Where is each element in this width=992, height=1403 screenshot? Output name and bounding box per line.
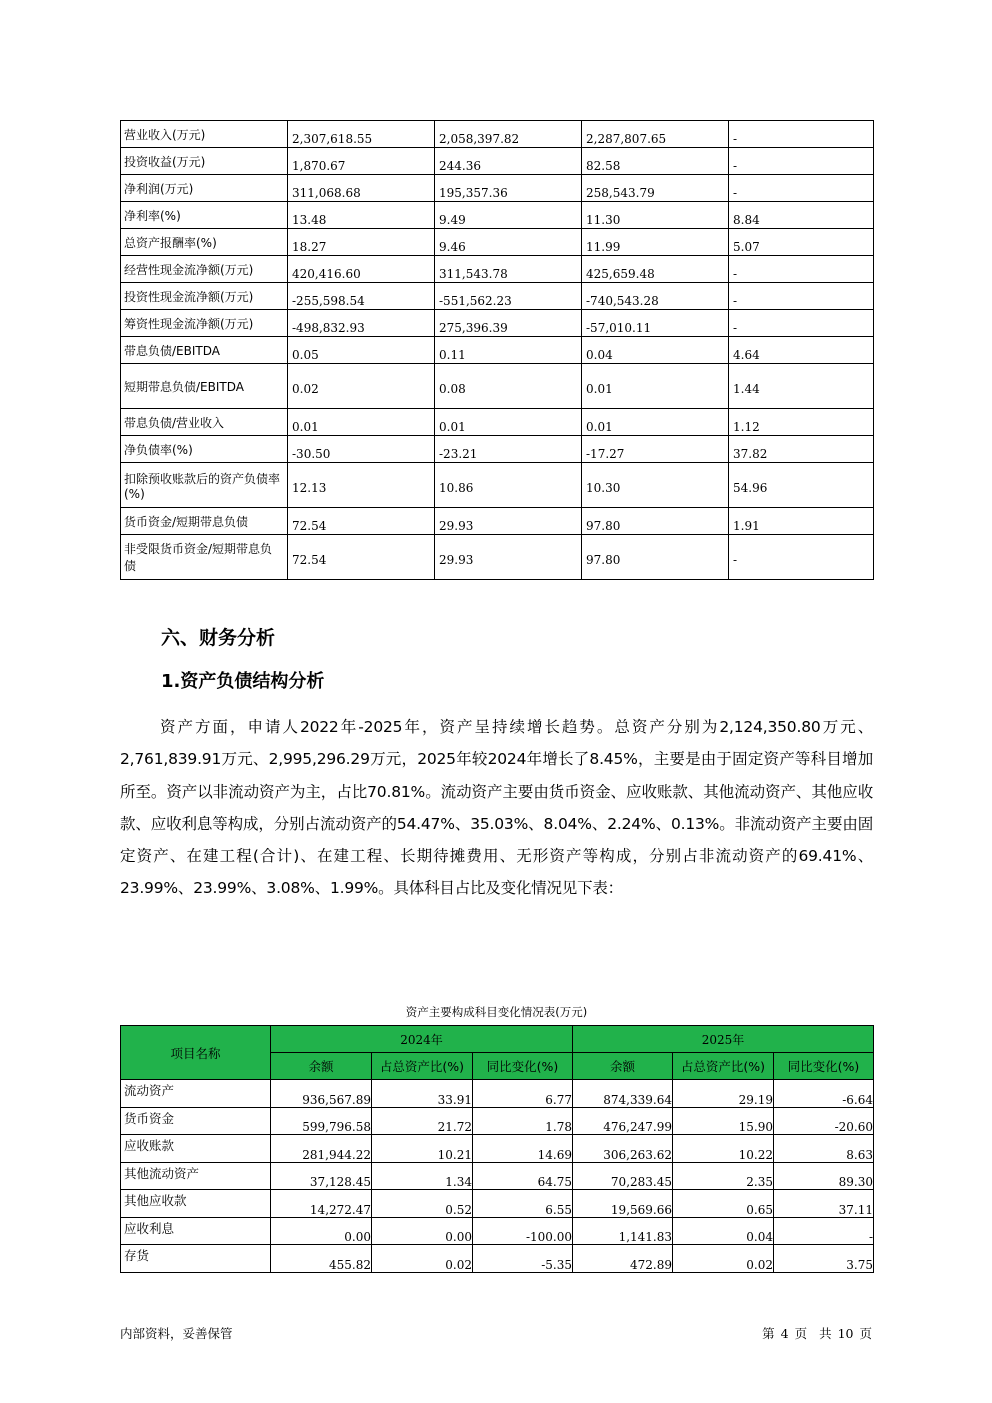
asset-item-name: 其他流动资产: [121, 1162, 271, 1190]
metric-value: 54.96: [729, 463, 874, 508]
metric-value: -: [729, 121, 874, 148]
table-row: [121, 256, 874, 283]
asset-value: 0.02: [372, 1245, 473, 1273]
header-change: 同比变化(%): [473, 1053, 573, 1080]
asset-value: 874,339.64: [573, 1080, 673, 1108]
metric-label: 短期带息负债/EBITDA: [121, 364, 288, 409]
metric-value: -255,598.54: [288, 283, 435, 310]
asset-value: 472.89: [573, 1245, 673, 1273]
metric-value: 4.64: [729, 337, 874, 364]
table-row: [121, 1107, 874, 1135]
metric-value: -: [729, 310, 874, 337]
asset-value: 6.55: [473, 1190, 573, 1218]
metric-value: -: [729, 535, 874, 580]
asset-value: 476,247.99: [573, 1107, 673, 1135]
metric-value: 9.49: [435, 202, 582, 229]
metric-label: 净利率(%): [121, 202, 288, 229]
total-suffix: 页: [859, 1326, 872, 1341]
table-caption: 资产主要构成科目变化情况表(万元): [405, 1005, 588, 1019]
asset-value: 0.52: [372, 1190, 473, 1218]
asset-value: 6.77: [473, 1080, 573, 1108]
metric-value: 258,543.79: [582, 175, 729, 202]
metric-value: 2,287,807.65: [582, 121, 729, 148]
metric-value: 11.30: [582, 202, 729, 229]
asset-value: 64.75: [473, 1162, 573, 1190]
metric-value: -: [729, 256, 874, 283]
metric-label: 净利润(万元): [121, 175, 288, 202]
table-row: [121, 121, 874, 148]
table-row: [121, 337, 874, 364]
asset-value: 0.04: [673, 1217, 774, 1245]
asset-value: 1,141.83: [573, 1217, 673, 1245]
table-row: [121, 463, 874, 508]
table-row: [121, 202, 874, 229]
asset-value: 14.69: [473, 1135, 573, 1163]
asset-value: 936,567.89: [271, 1080, 372, 1108]
asset-value: 599,796.58: [271, 1107, 372, 1135]
table-row: [121, 148, 874, 175]
asset-value: -5.35: [473, 1245, 573, 1273]
header-amount: 余额: [573, 1053, 673, 1080]
table-row: [121, 229, 874, 256]
page-prefix: 第: [762, 1326, 775, 1341]
metric-value: 97.80: [582, 535, 729, 580]
metric-value: 1.44: [729, 364, 874, 409]
metric-label: 带息负债/营业收入: [121, 409, 288, 436]
table-row: [121, 535, 874, 580]
metric-value: -57,010.11: [582, 310, 729, 337]
header-item-name: 项目名称: [121, 1026, 271, 1080]
metric-value: 72.54: [288, 535, 435, 580]
asset-value: 33.91: [372, 1080, 473, 1108]
asset-value: 0.65: [673, 1190, 774, 1218]
metric-label: 净负债率(%): [121, 436, 288, 463]
metric-value: -498,832.93: [288, 310, 435, 337]
metric-value: 29.93: [435, 535, 582, 580]
metric-value: 0.01: [435, 409, 582, 436]
table-row: [121, 283, 874, 310]
table-row: [121, 364, 874, 409]
metric-value: 18.27: [288, 229, 435, 256]
metric-value: -740,543.28: [582, 283, 729, 310]
metric-label: 投资性现金流净额(万元): [121, 283, 288, 310]
table-row: [121, 1162, 874, 1190]
metric-value: -23.21: [435, 436, 582, 463]
metric-label: 非受限货币资金/短期带息负债: [121, 535, 288, 580]
metric-value: 10.86: [435, 463, 582, 508]
asset-value: -20.60: [774, 1107, 874, 1135]
footer-page-number: [762, 1324, 872, 1342]
metric-value: 0.11: [435, 337, 582, 364]
asset-value: 281,944.22: [271, 1135, 372, 1163]
asset-item-name: 货币资金: [121, 1107, 271, 1135]
metric-value: -: [729, 148, 874, 175]
metric-value: 10.30: [582, 463, 729, 508]
metric-value: 0.08: [435, 364, 582, 409]
asset-value: 8.63: [774, 1135, 874, 1163]
asset-value: 21.72: [372, 1107, 473, 1135]
metric-label: 带息负债/EBITDA: [121, 337, 288, 364]
asset-value: 3.75: [774, 1245, 874, 1273]
metric-value: 9.46: [435, 229, 582, 256]
asset-item-name: 其他应收款: [121, 1190, 271, 1218]
metric-value: 8.84: [729, 202, 874, 229]
table-row: [121, 310, 874, 337]
metric-value: 420,416.60: [288, 256, 435, 283]
asset-item-name: 流动资产: [121, 1080, 271, 1108]
asset-value: 10.21: [372, 1135, 473, 1163]
asset-value: 306,263.62: [573, 1135, 673, 1163]
metric-label: 扣除预收账款后的资产负债率(%): [121, 463, 288, 508]
asset-value: 455.82: [271, 1245, 372, 1273]
metric-value: 72.54: [288, 508, 435, 535]
metric-value: -551,562.23: [435, 283, 582, 310]
page-num: 4: [780, 1326, 789, 1341]
table-row: [121, 1245, 874, 1273]
metric-label: 货币资金/短期带息负债: [121, 508, 288, 535]
header-amount: 余额: [271, 1053, 372, 1080]
asset-value: 89.30: [774, 1162, 874, 1190]
metric-value: 0.05: [288, 337, 435, 364]
table-row: [121, 175, 874, 202]
asset-value: -100.00: [473, 1217, 573, 1245]
asset-value: 15.90: [673, 1107, 774, 1135]
asset-value: 0.02: [673, 1245, 774, 1273]
table-row: [121, 1217, 874, 1245]
metric-value: 244.36: [435, 148, 582, 175]
metric-value: 195,357.36: [435, 175, 582, 202]
header-year-2025: 2025年: [573, 1026, 874, 1053]
asset-value: -6.64: [774, 1080, 874, 1108]
asset-value: 0.00: [271, 1217, 372, 1245]
asset-item-name: 应收账款: [121, 1135, 271, 1163]
asset-value: 70,283.45: [573, 1162, 673, 1190]
metric-value: 0.01: [582, 409, 729, 436]
metrics-table-body: [121, 121, 874, 580]
metric-value: 11.99: [582, 229, 729, 256]
asset-structure-table: [120, 1025, 874, 1273]
asset-value: 19,569.66: [573, 1190, 673, 1218]
metric-value: 5.07: [729, 229, 874, 256]
metric-value: -: [729, 283, 874, 310]
metric-value: 0.04: [582, 337, 729, 364]
table-row: [121, 1135, 874, 1163]
metric-value: 1.12: [729, 409, 874, 436]
header-share: 占总资产比(%): [372, 1053, 473, 1080]
asset-item-name: 存货: [121, 1245, 271, 1273]
metric-label: 营业收入(万元): [121, 121, 288, 148]
asset-value: 1.78: [473, 1107, 573, 1135]
metric-value: 2,058,397.82: [435, 121, 582, 148]
asset-value: 29.19: [673, 1080, 774, 1108]
metric-value: -: [729, 175, 874, 202]
metric-label: 筹资性现金流净额(万元): [121, 310, 288, 337]
metric-value: 29.93: [435, 508, 582, 535]
subsection-heading: 1.资产负债结构分析: [161, 671, 325, 692]
financial-metrics-table: [120, 120, 874, 580]
metric-value: 12.13: [288, 463, 435, 508]
metric-value: 0.01: [582, 364, 729, 409]
asset-value: 0.00: [372, 1217, 473, 1245]
asset-value: 37,128.45: [271, 1162, 372, 1190]
asset-value: 37.11: [774, 1190, 874, 1218]
asset-value: 10.22: [673, 1135, 774, 1163]
metric-value: 311,543.78: [435, 256, 582, 283]
metric-label: 投资收益(万元): [121, 148, 288, 175]
table-row: [121, 409, 874, 436]
metric-value: 425,659.48: [582, 256, 729, 283]
footer-confidential-note: 内部资料，妥善保管: [120, 1326, 233, 1341]
header-year-2024: 2024年: [271, 1026, 573, 1053]
metric-value: -17.27: [582, 436, 729, 463]
metric-value: 0.02: [288, 364, 435, 409]
asset-item-name: 应收利息: [121, 1217, 271, 1245]
total-prefix: 共: [819, 1326, 832, 1341]
asset-table-body: [121, 1080, 874, 1273]
metric-value: 1.91: [729, 508, 874, 535]
table-row: [121, 1080, 874, 1108]
metric-value: 13.48: [288, 202, 435, 229]
metric-value: 311,068.68: [288, 175, 435, 202]
asset-value: 14,272.47: [271, 1190, 372, 1218]
header-change: 同比变化(%): [774, 1053, 874, 1080]
header-share: 占总资产比(%): [673, 1053, 774, 1080]
asset-value: 2.35: [673, 1162, 774, 1190]
metric-value: 97.80: [582, 508, 729, 535]
metric-value: 37.82: [729, 436, 874, 463]
metric-value: 2,307,618.55: [288, 121, 435, 148]
metric-label: 经营性现金流净额(万元): [121, 256, 288, 283]
total-num: 10: [837, 1326, 854, 1341]
analysis-paragraph: 资产方面，申请人2022年-2025年，资产呈持续增长趋势。总资产分别为2,124,350.80万元、2,761,839.91万元、2,995,296.29万元，2025年较2024年增长了8.45%，主要是由于固定资产等科目增加所至。资产以非流动资产为主，占比70.81%。流动资产主要由货币资金、应收账款、其他流动资产、其他应收款、应收利息等构成，分别占流动资产的54.47%、35.03%、8.04%、2.24%、0.13%。非流动资产主要由固定资产、在建工程(合计)、在建工程、长期待摊费用、无形资产等构成，分别占非流动资产的69.41%、23.99%、23.99%、3.08%、1.99%。具体科目占比及变化情况见下表：: [120, 718, 873, 898]
page-mid: 页: [794, 1326, 808, 1341]
metric-value: 275,396.39: [435, 310, 582, 337]
table-row: [121, 1190, 874, 1218]
metric-value: -30.50: [288, 436, 435, 463]
metric-label: 总资产报酬率(%): [121, 229, 288, 256]
table-row: [121, 436, 874, 463]
metric-value: 82.58: [582, 148, 729, 175]
asset-value: -: [774, 1217, 874, 1245]
section-heading: 六、财务分析: [161, 627, 276, 649]
metric-value: 0.01: [288, 409, 435, 436]
table-row: [121, 508, 874, 535]
asset-value: 1.34: [372, 1162, 473, 1190]
metric-value: 1,870.67: [288, 148, 435, 175]
